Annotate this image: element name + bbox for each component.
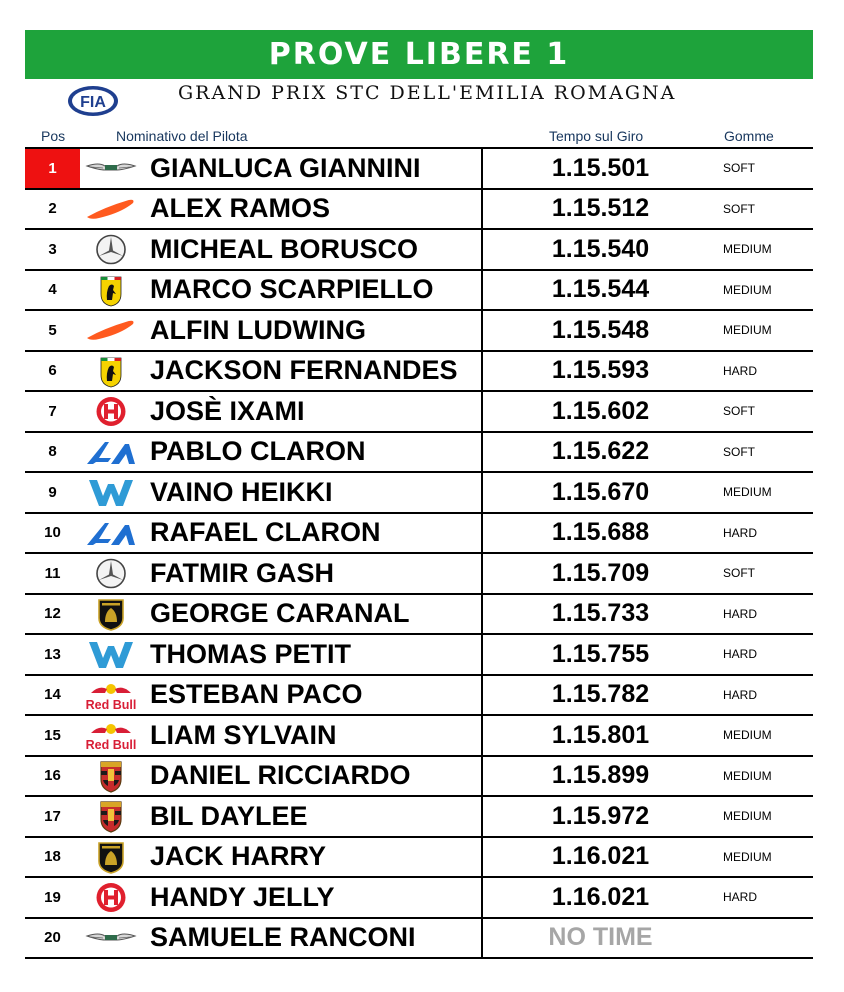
row-position: 12 [44,605,61,623]
row-lap-time: 1.15.512 [551,194,650,223]
row-tyre: SOFT [723,201,755,216]
row-lap-time: 1.15.622 [551,437,650,466]
row-driver-name: ALEX RAMOS [150,193,331,224]
header-pos: Pos [41,128,66,144]
table-row [25,433,813,474]
alpine-logo-icon [85,436,137,469]
table-row [25,595,813,636]
row-tyre: SOFT [723,404,755,419]
table-row [25,149,813,190]
row-tyre: MEDIUM [723,809,772,824]
haas-logo-icon [85,881,137,914]
table-row [25,352,813,393]
row-tyre: HARD [723,363,758,378]
table-row [25,230,813,271]
row-lap-time: 1.15.670 [551,477,650,506]
row-lap-time: 1.15.782 [551,680,650,709]
row-tyre: HARD [723,606,758,621]
williams-logo-icon [85,476,137,509]
row-lap-time: 1.15.972 [551,801,650,830]
row-lap-time: NO TIME [548,923,653,952]
row-tyre: MEDIUM [723,849,772,864]
williams-logo-icon [85,638,137,671]
row-position: 2 [48,200,57,218]
row-driver-name: GIANLUCA GIANNINI [150,152,421,183]
fia-logo-icon [66,84,120,118]
alpine-logo-icon [85,517,137,550]
row-lap-time: 1.15.733 [551,599,650,628]
row-position: 4 [48,281,57,299]
row-tyre: HARD [723,687,758,702]
row-tyre: SOFT [723,161,755,176]
row-tyre: MEDIUM [723,485,772,500]
table-row [25,878,813,919]
row-lap-time: 1.15.501 [551,153,650,182]
row-driver-name: VAINO HEIKKI [150,476,333,507]
row-driver-name: ALFIN LUDWING [150,314,366,345]
event-subtitle: GRAND PRIX STC DELL'EMILIA ROMAGNA [178,82,677,104]
row-driver-name: JACKSON FERNANDES [150,355,458,386]
row-lap-time: 1.15.540 [551,234,650,263]
table-row [25,554,813,595]
ferrari-logo-icon [85,274,137,307]
table-row [25,757,813,798]
table-row [25,271,813,312]
row-tyre: HARD [723,647,758,662]
table-row [25,473,813,514]
redbull-logo-icon [85,719,137,752]
row-driver-name: BIL DAYLEE [150,800,308,831]
ferrari-logo-icon [85,355,137,388]
mclaren-logo-icon [85,314,137,347]
row-tyre: SOFT [723,566,755,581]
row-driver-name: HANDY JELLY [150,881,335,912]
row-tyre: MEDIUM [723,323,772,338]
row-position: 14 [44,686,61,704]
row-driver-name: PABLO CLARON [150,436,366,467]
row-driver-name: MICHEAL BORUSCO [150,233,419,264]
row-lap-time: 1.16.021 [551,882,650,911]
row-position: 3 [48,240,57,258]
row-driver-name: DANIEL RICCIARDO [150,760,411,791]
row-position: 9 [48,483,57,501]
row-driver-name: JACK HARRY [150,841,327,872]
table-row [25,797,813,838]
aston-martin-logo-icon [85,152,137,185]
row-tyre: SOFT [723,444,755,459]
row-driver-name: MARCO SCARPIELLO [150,274,434,305]
row-lap-time: 1.16.021 [551,842,650,871]
row-driver-name: ESTEBAN PACO [150,679,363,710]
header-driver: Nominativo del Pilota [116,128,248,144]
row-lap-time: 1.15.709 [551,558,650,587]
table-row [25,190,813,231]
page-title: PROVE LIBERE 1 [268,37,570,72]
row-driver-name: FATMIR GASH [150,557,334,588]
row-position: 18 [44,848,61,866]
title-banner [25,30,813,79]
row-lap-time: 1.15.801 [551,720,650,749]
row-driver-name: LIAM SYLVAIN [150,719,337,750]
row-lap-time: 1.15.602 [551,396,650,425]
row-lap-time: 1.15.548 [551,315,650,344]
row-tyre: HARD [723,525,758,540]
haas-logo-icon [85,395,137,428]
row-lap-time: 1.15.899 [551,761,650,790]
table-row [25,838,813,879]
row-lap-time: 1.15.544 [551,275,650,304]
mercedes-logo-icon [85,233,137,266]
row-position: 17 [44,807,61,825]
row-tyre: MEDIUM [723,242,772,257]
table-row [25,514,813,555]
fia-logo-text: FIA [80,94,106,111]
row-position: 13 [44,645,61,663]
row-position: 20 [44,929,61,947]
redbull-logo-text: Red Bull [85,738,137,752]
row-driver-name: SAMUELE RANCONI [150,922,416,953]
mclaren-logo-icon [85,193,137,226]
row-lap-time: 1.15.688 [551,518,650,547]
row-position: 10 [44,524,61,542]
redbull-logo-icon [85,679,137,712]
header-lap-time: Tempo sul Giro [549,128,644,144]
table-row [25,676,813,717]
row-position: 7 [48,402,57,420]
table-row [25,716,813,757]
row-tyre: MEDIUM [723,768,772,783]
row-tyre: MEDIUM [723,728,772,743]
mercedes-logo-icon [85,557,137,590]
row-position: 8 [48,443,57,461]
table-row [25,919,813,960]
aston-martin-logo-icon [85,922,137,955]
row-position: 15 [44,726,61,744]
row-position: 11 [44,564,61,582]
row-driver-name: THOMAS PETIT [150,638,351,669]
row-driver-name: JOSÈ IXAMI [150,395,305,426]
row-tyre: MEDIUM [723,282,772,297]
row-position: 16 [44,767,61,785]
porsche-logo-icon [85,800,137,833]
table-row [25,635,813,676]
row-position: 1 [25,149,80,188]
row-lap-time: 1.15.593 [551,356,650,385]
row-position: 19 [44,888,61,906]
row-driver-name: GEORGE CARANAL [150,598,410,629]
redbull-logo-text: Red Bull [85,697,137,712]
row-position: 5 [48,321,57,339]
row-lap-time: 1.15.755 [551,639,650,668]
table-row [25,311,813,352]
lamborghini-logo-icon [85,841,137,874]
porsche-logo-icon [85,760,137,793]
row-tyre: HARD [723,890,758,905]
lamborghini-logo-icon [85,598,137,631]
results-table [25,147,813,959]
table-row [25,392,813,433]
header-tyres: Gomme [724,128,774,144]
row-position: 6 [48,362,57,380]
row-driver-name: RAFAEL CLARON [150,517,381,548]
